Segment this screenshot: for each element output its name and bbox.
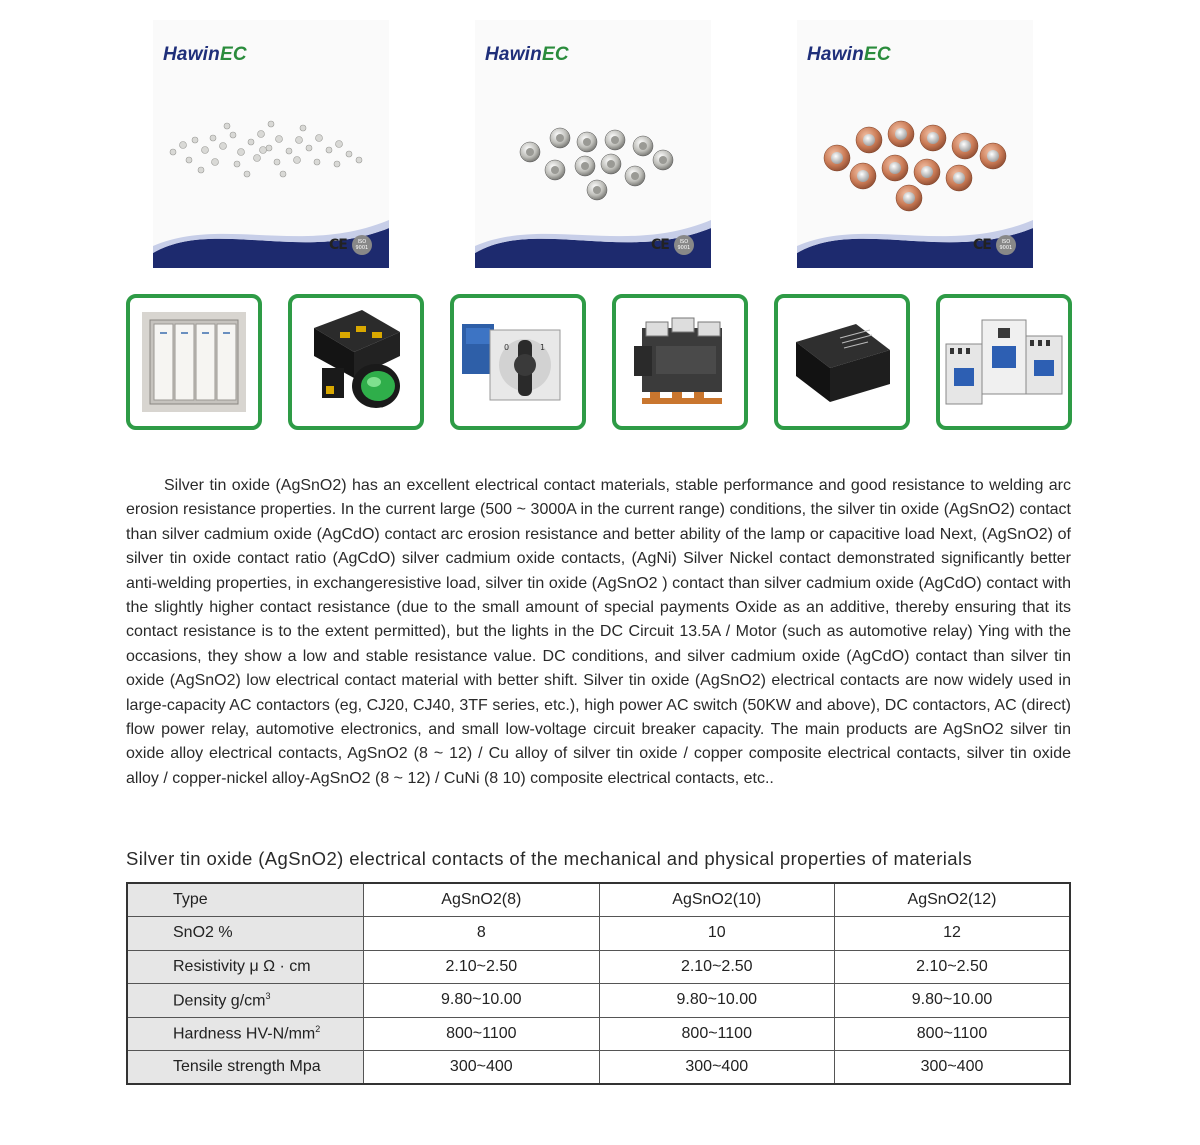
ce-mark: CE xyxy=(651,237,669,253)
copper-rivets-image xyxy=(797,90,1033,220)
iso-badge: ISO 9001 xyxy=(674,235,694,255)
rotary-switch-icon xyxy=(454,298,582,426)
table-cell: 9.80~10.00 xyxy=(364,984,599,1018)
application-wall-switch[interactable] xyxy=(126,294,262,430)
row-label: Density $g/cm^3$ xyxy=(127,984,364,1018)
wall-switch-icon xyxy=(130,298,258,426)
product-card-small-rivets[interactable] xyxy=(153,20,389,268)
table-row xyxy=(127,1051,1070,1085)
table-cell: 800~1100 xyxy=(599,1017,834,1051)
table-cell: 2.10~2.50 xyxy=(834,950,1070,984)
table-cell: 2.10~2.50 xyxy=(599,950,834,984)
ce-mark: CE xyxy=(973,237,991,253)
table-cell: 10 xyxy=(599,917,834,951)
table-cell: 8 xyxy=(364,917,599,951)
product-card-silver-rivets[interactable] xyxy=(475,20,711,268)
small-rivets-image xyxy=(153,90,389,220)
product-card-copper-rivets[interactable] xyxy=(797,20,1033,268)
table-row xyxy=(127,984,1070,1018)
header-col: AgSnO2(10) xyxy=(599,883,834,917)
iso-badge: ISO 9001 xyxy=(996,235,1016,255)
row-label: Tensile strength Mpa xyxy=(127,1051,364,1085)
brand-logo: HawinEC xyxy=(807,44,891,65)
circuit-breakers-icon xyxy=(940,298,1068,426)
table-row xyxy=(127,1017,1070,1051)
table-row xyxy=(127,950,1070,984)
application-rotary-switch[interactable] xyxy=(450,294,586,430)
header-col: AgSnO2(8) xyxy=(364,883,599,917)
certification-marks xyxy=(651,235,694,255)
brand-logo: HawinEC xyxy=(485,44,569,65)
brand-logo: HawinEC xyxy=(163,44,247,65)
table-cell: 300~400 xyxy=(834,1051,1070,1085)
row-label: Hardness $HV-N/mm^2$ xyxy=(127,1017,364,1051)
svg-text:0: 0 xyxy=(504,343,510,352)
table-cell: 300~400 xyxy=(364,1051,599,1085)
unit-superscript: 2 xyxy=(315,1024,321,1035)
certification-marks xyxy=(973,235,1016,255)
application-relay[interactable] xyxy=(774,294,910,430)
table-row xyxy=(127,917,1070,951)
header-col: AgSnO2(12) xyxy=(834,883,1070,917)
row-label: Resistivity μ Ω · cm xyxy=(127,950,364,984)
table-cell: 2.10~2.50 xyxy=(364,950,599,984)
table-header-row xyxy=(127,883,1070,917)
certification-marks xyxy=(329,235,372,255)
push-button-icon xyxy=(292,298,420,426)
application-push-button[interactable] xyxy=(288,294,424,430)
silver-rivets-image xyxy=(475,90,711,220)
table-cell: 12 xyxy=(834,917,1070,951)
table-cell: 9.80~10.00 xyxy=(599,984,834,1018)
table-cell: 800~1100 xyxy=(364,1017,599,1051)
svg-text:1: 1 xyxy=(540,343,546,352)
table-cell: 800~1100 xyxy=(834,1017,1070,1051)
ce-mark: CE xyxy=(329,237,347,253)
table-cell: 300~400 xyxy=(599,1051,834,1085)
application-contactor[interactable] xyxy=(612,294,748,430)
header-label: Type xyxy=(127,883,364,917)
row-label: SnO2 % xyxy=(127,917,364,951)
application-circuit-breakers[interactable] xyxy=(936,294,1072,430)
product-description: Silver tin oxide (AgSnO2) has an excellent electrical contact materials, stable performance and good resistance to welding arc erosion resistance properties. In the current large (500 ~ 3000A in the current range) conditions, the silver tin oxide (AgSnO2) contact than silver cadmium oxide (AgCdO) contact arc erosion resistance and better ability of the lamp or capacitive load Next, (AgSnO2) of silver tin oxide contact ratio (AgCdO) silver cadmium oxide contacts, (AgNi) Silver Nickel contact demonstrated significantly better anti-welding properties, in exchangeresistive load, silver tin oxide (AgSnO2 ) contact than silver cadmium oxide (AgCdO) contact with the slightly higher contact resistance (due to the small amount of special payments Oxide as an additive, thereby ensuring that its contact resistance is to the extent permitted), but the lights in the DC Circuit 13.5A / Motor (such as automotive relay) Ying with the occasions, they show a low and stable resistance value. DC conditions, and silver cadmium oxide (AgCdO) contact than silver tin oxide (AgSnO2) low electrical contact material with better shift. Silver tin oxide (AgSnO2) electrical contacts are now widely used in large-capacity AC contactors (eg, CJ20, CJ40, 3TF series, etc.), high power AC switch (50KW and above), DC contactors, AC (direct) flow power relay, automotive electronics, and small low-voltage circuit breaker capacity. The main products are AgSnO2 silver tin oxide alloy electrical contacts, AgSnO2 (8 ~ 12) / Cu alloy of silver tin oxide / copper composite electrical contacts, silver tin oxide alloy / copper-nickel alloy-AgSnO2 (8 ~ 12) / CuNi (8 10) composite electrical contacts, etc.. xyxy=(126,477,1071,787)
properties-table xyxy=(126,882,1071,1085)
relay-icon xyxy=(778,298,906,426)
iso-badge: ISO 9001 xyxy=(352,235,372,255)
unit-superscript: 3 xyxy=(265,990,271,1001)
contactor-icon xyxy=(616,298,744,426)
table-title: Silver tin oxide (AgSnO2) electrical contacts of the mechanical and physical properties of materials xyxy=(126,848,973,869)
table-cell: 9.80~10.00 xyxy=(834,984,1070,1018)
